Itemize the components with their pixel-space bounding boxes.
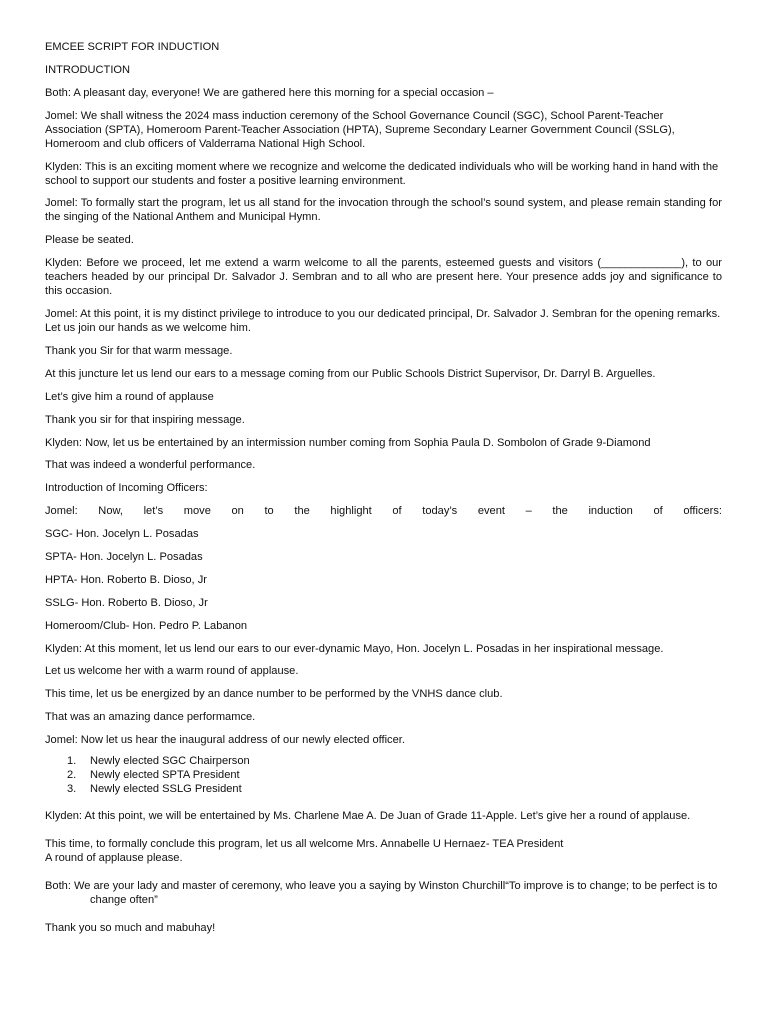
script-line: Jomel: Now, let’s move on to the highlight of today’s event – the induction of officers: <box>45 505 722 518</box>
list-number: 3. <box>67 783 77 796</box>
list-item <box>45 768 722 782</box>
script-line: At this juncture let us lend our ears to a message coming from our Public Schools District Supervisor, Dr. Darryl B. Arguelles. <box>45 367 656 380</box>
closing-quote: Both: We are your lady and master of ceremony, who leave you a saying by Winston Churchill“To improve is to change; to be perfect is to change often” <box>45 880 718 907</box>
script-line: Jomel: Now let us hear the inaugural address of our newly elected officer. <box>45 734 405 747</box>
script-line: Jomel: We shall witness the 2024 mass induction ceremony of the School Governance Council (SGC), School Parent-Teacher Association (SPTA), Homeroom Parent-Teacher Association (HPTA), Supreme Secondary Learner Government Council (SSLG), Homeroom and club officers of Valderrama National High School. <box>45 109 675 150</box>
closing-thanks: Thank you so much and mabuhay! <box>45 922 216 935</box>
script-line: This time, to formally conclude this program, let us all welcome Mrs. Annabelle U Hernaez- TEA President <box>45 838 564 851</box>
section-heading-introduction: INTRODUCTION <box>45 63 131 76</box>
script-line: Let us welcome her with a warm round of applause. <box>45 665 299 678</box>
list-text: Newly elected SPTA President <box>90 769 240 782</box>
script-line: Klyden: At this moment, let us lend our ears to our ever-dynamic Mayo, Hon. Jocelyn L. Posadas in her inspirational message. <box>45 642 664 655</box>
script-line: That was indeed a wonderful performance. <box>45 459 256 472</box>
officer-entry: HPTA- Hon. Roberto B. Dioso, Jr <box>45 573 207 586</box>
list-text: Newly elected SGC Chairperson <box>90 755 250 768</box>
script-line: Please be seated. <box>45 234 134 247</box>
script-line: This time, let us be energized by an dance number to be performed by the VNHS dance club. <box>45 688 503 701</box>
document-title: EMCEE SCRIPT FOR INDUCTION <box>45 41 220 53</box>
script-line: Klyden: Now, let us be entertained by an intermission number coming from Sophia Paula D. Sombolon of Grade 9-Diamond <box>45 436 651 449</box>
list-item <box>45 782 722 796</box>
script-line: Both: A pleasant day, everyone! We are gathered here this morning for a special occasion – <box>45 86 494 99</box>
script-line: Jomel: At this point, it is my distinct privilege to introduce to you our dedicated principal, Dr. Salvador J. Sembran for the opening remarks. Let us join our hands as we welcome him. <box>45 308 721 335</box>
script-line: Klyden: This is an exciting moment where we recognize and welcome the dedicated individuals who will be working hand in hand with the school to support our students and foster a positive learning environment. <box>45 160 719 187</box>
script-line: Thank you Sir for that warm message. <box>45 345 233 358</box>
list-item <box>45 754 722 768</box>
script-line: Thank you sir for that inspiring message. <box>45 413 245 426</box>
script-line: That was an amazing dance performamce. <box>45 711 256 724</box>
section-heading-officers: Introduction of Incoming Officers: <box>45 482 208 495</box>
script-line: Let’s give him a round of applause <box>45 390 214 403</box>
script-line: A round of applause please. <box>45 852 183 865</box>
list-number: 1. <box>67 755 77 768</box>
inaugural-address-list <box>45 754 722 796</box>
script-line: Klyden: At this point, we will be entertained by Ms. Charlene Mae A. De Juan of Grade 11-Apple. Let’s give her a round of applause. <box>45 810 691 823</box>
officer-entry: SSLG- Hon. Roberto B. Dioso, Jr <box>45 596 208 609</box>
list-text: Newly elected SSLG President <box>90 783 242 796</box>
officer-entry: Homeroom/Club- Hon. Pedro P. Labanon <box>45 619 248 632</box>
officer-entry: SPTA- Hon. Jocelyn L. Posadas <box>45 551 203 564</box>
script-line: Klyden: Before we proceed, let me extend a warm welcome to all the parents, esteemed guests and visitors (_____________), to our teachers headed by our principal Dr. Salvador J. Sembran and to all who are present here. Your presence adds joy and significance to this occasion. <box>45 257 722 298</box>
list-number: 2. <box>67 769 77 782</box>
script-line: Jomel: To formally start the program, let us all stand for the invocation through the school’s sound system, and please remain standing for the singing of the National Anthem and Municipal Hymn. <box>45 197 722 224</box>
officer-entry: SGC- Hon. Jocelyn L. Posadas <box>45 528 199 541</box>
